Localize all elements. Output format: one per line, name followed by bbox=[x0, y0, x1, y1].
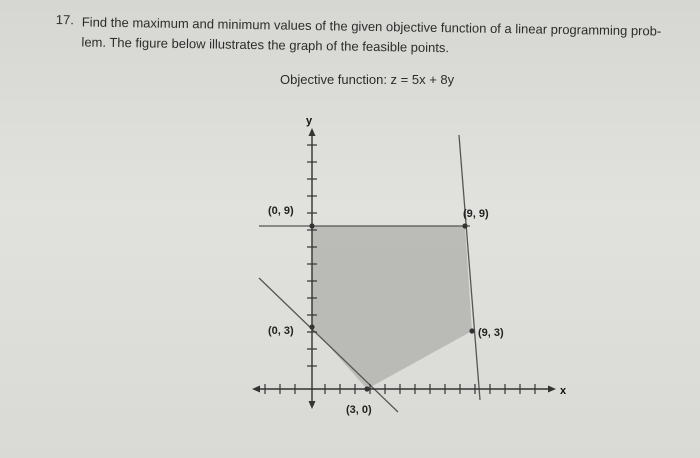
vertex-9-3-label: (9, 3) bbox=[478, 327, 504, 339]
vertex-9-9-point bbox=[462, 223, 467, 228]
vertex-0-9-point bbox=[309, 223, 314, 228]
vertex-0-3-point bbox=[309, 324, 314, 329]
x-axis-arrow-right bbox=[548, 386, 556, 393]
objective-function: Objective function: z = 5x + 8y bbox=[280, 72, 455, 87]
problem-text: Find the maximum and minimum values of the given objective function of a linear programming prob- lem. The figure below illustrates the graph of the feasible points. bbox=[81, 14, 662, 56]
x-axis-arrow-left bbox=[252, 386, 260, 393]
vertex-0-3-label: (0, 3) bbox=[268, 325, 294, 337]
vertex-9-3-point bbox=[469, 328, 474, 333]
y-axis-label: y bbox=[306, 115, 313, 127]
y-axis-arrow-up bbox=[309, 128, 316, 136]
feasible-region bbox=[312, 226, 472, 389]
x-axis-label: x bbox=[560, 385, 567, 397]
vertex-9-9-label: (9, 9) bbox=[463, 208, 489, 220]
vertex-3-0-point bbox=[364, 386, 369, 391]
vertex-0-9-label: (0, 9) bbox=[268, 205, 294, 217]
vertex-3-0-label: (3, 0) bbox=[346, 404, 372, 416]
problem-number: 17. bbox=[55, 11, 75, 28]
y-axis-arrow-down bbox=[309, 401, 316, 409]
